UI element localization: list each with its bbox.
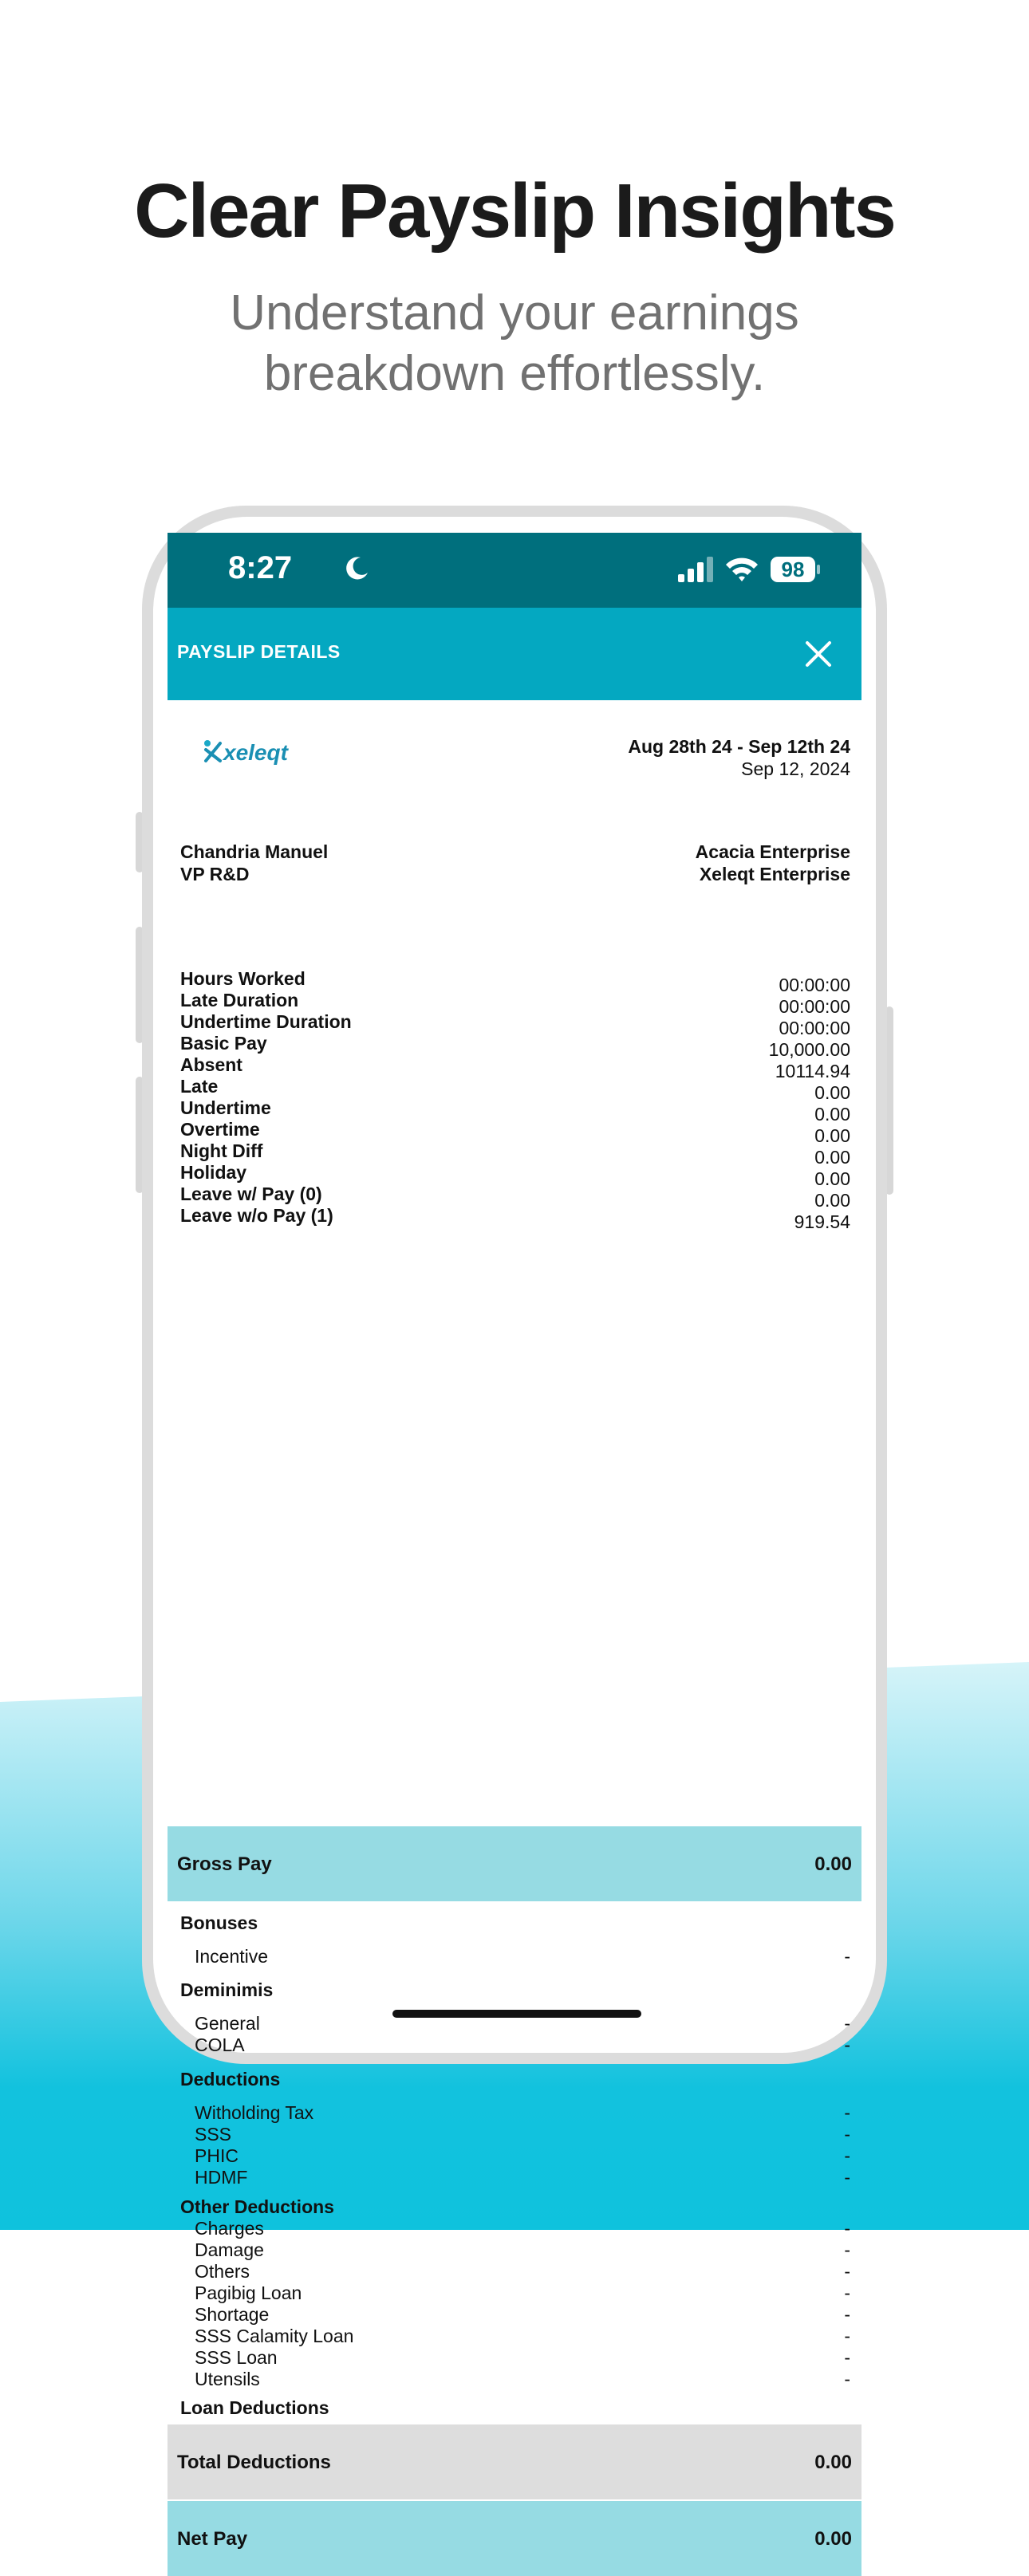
list-item: SSS Loan xyxy=(195,2347,278,2368)
total-deductions-value: 0.00 xyxy=(814,2452,852,2473)
list-item: Shortage xyxy=(195,2304,270,2325)
list-item: Utensils xyxy=(195,2369,260,2389)
hero-subtitle-line2: breakdown effortlessly. xyxy=(263,346,766,401)
total-deductions-label: Total Deductions xyxy=(177,2452,331,2473)
home-indicator[interactable] xyxy=(392,2010,641,2018)
list-item-value: - xyxy=(844,2326,850,2346)
earning-value: 0.00 xyxy=(814,1168,850,1189)
earning-label: Night Diff xyxy=(180,1140,263,1161)
employee-position: VP R&D xyxy=(180,864,250,884)
earning-label: Undertime Duration xyxy=(180,1011,352,1032)
list-item-value: - xyxy=(844,2145,850,2166)
list-item-value: - xyxy=(844,2239,850,2260)
earning-label: Overtime xyxy=(180,1119,260,1140)
earning-value: 10,000.00 xyxy=(768,1039,850,1060)
earnings-values xyxy=(769,975,850,1233)
list-item-value: - xyxy=(844,2124,850,2145)
hero-subtitle xyxy=(0,283,1029,404)
list-item: SSS Calamity Loan xyxy=(195,2326,354,2346)
list-item: COLA xyxy=(195,2034,245,2055)
phone-screen xyxy=(168,533,861,2550)
employee-name: Chandria Manuel xyxy=(180,841,329,862)
total-deductions-row xyxy=(168,2424,861,2499)
app-header xyxy=(168,608,861,700)
list-item: Damage xyxy=(195,2239,264,2260)
list-item: SSS xyxy=(195,2124,232,2145)
section-other-deductions: Other Deductions xyxy=(180,2196,334,2217)
section-loan-deductions: Loan Deductions xyxy=(180,2397,329,2418)
phone-frame xyxy=(142,506,887,2550)
earning-label: Basic Pay xyxy=(180,1033,267,1054)
list-item: HDMF xyxy=(195,2167,248,2188)
list-item-value: - xyxy=(844,2283,850,2303)
earning-value: 0.00 xyxy=(814,1147,850,1168)
list-item-value: - xyxy=(844,2102,850,2123)
employee-info xyxy=(180,841,328,885)
list-item-value: - xyxy=(844,2167,850,2188)
net-pay-value: 0.00 xyxy=(814,2528,852,2550)
earning-value: 919.54 xyxy=(794,1211,850,1232)
earning-value: 0.00 xyxy=(814,1082,850,1103)
employer-company-1: Acacia Enterprise xyxy=(695,841,850,862)
gross-pay-row xyxy=(168,1826,861,1901)
earning-label: Leave w/o Pay (1) xyxy=(180,1205,333,1226)
earning-value: 00:00:00 xyxy=(779,975,850,995)
employer-company-2: Xeleqt Enterprise xyxy=(699,864,850,884)
earning-label: Hours Worked xyxy=(180,968,306,989)
earning-value: 0.00 xyxy=(814,1125,850,1146)
earning-value: 0.00 xyxy=(814,1104,850,1125)
xeleqt-logo-icon xyxy=(203,739,223,762)
earning-label: Late Duration xyxy=(180,990,299,1010)
list-item-value: - xyxy=(844,2013,850,2034)
earning-label: Absent xyxy=(180,1054,242,1075)
list-item: Incentive xyxy=(195,1946,269,1967)
list-item: PHIC xyxy=(195,2145,239,2166)
list-item: Others xyxy=(195,2261,250,2282)
list-item-value: - xyxy=(844,1946,850,1967)
signal-icon xyxy=(678,557,715,582)
list-item-value: - xyxy=(844,2034,850,2055)
hero-title: Clear Payslip Insights xyxy=(134,168,895,254)
close-icon[interactable] xyxy=(802,638,834,670)
earning-label: Holiday xyxy=(180,1162,247,1183)
hero-subtitle-line1: Understand your earnings xyxy=(230,286,799,341)
pay-period-range: Aug 28th 24 - Sep 12th 24 xyxy=(628,736,850,757)
list-item-value: - xyxy=(844,2218,850,2239)
list-item-value: - xyxy=(844,2304,850,2325)
net-pay-label: Net Pay xyxy=(177,2528,248,2550)
status-bar xyxy=(168,533,861,608)
section-deminimis: Deminimis xyxy=(180,1979,274,2000)
list-item: Charges xyxy=(195,2218,264,2239)
page-title: PAYSLIP DETAILS xyxy=(177,641,341,662)
status-time: 8:27 xyxy=(228,550,293,585)
list-item: Pagibig Loan xyxy=(195,2283,302,2303)
earnings-labels xyxy=(180,968,352,1227)
battery-icon: 98 xyxy=(771,557,815,582)
earning-value: 00:00:00 xyxy=(779,1018,850,1038)
earning-value: 00:00:00 xyxy=(779,996,850,1017)
list-item-value: - xyxy=(844,2261,850,2282)
gross-pay-value: 0.00 xyxy=(814,1853,852,1875)
list-item: General xyxy=(195,2013,260,2034)
list-item: Witholding Tax xyxy=(195,2102,314,2123)
pay-date: Sep 12, 2024 xyxy=(741,758,850,779)
section-bonuses: Bonuses xyxy=(180,1912,258,1933)
section-deductions: Deductions xyxy=(180,2069,281,2090)
earning-label: Undertime xyxy=(180,1097,271,1118)
net-pay-row xyxy=(168,2501,861,2576)
battery-tip xyxy=(817,565,820,574)
earning-value: 0.00 xyxy=(814,1190,850,1211)
earning-value: 10114.94 xyxy=(775,1061,850,1081)
list-item-value: - xyxy=(844,2347,850,2368)
gross-pay-label: Gross Pay xyxy=(177,1853,272,1875)
earning-label: Leave w/ Pay (0) xyxy=(180,1184,322,1204)
earning-label: Late xyxy=(180,1076,219,1097)
list-item-value: - xyxy=(844,2369,850,2389)
moon-icon xyxy=(345,555,370,581)
employer-info xyxy=(696,841,850,885)
wifi-icon xyxy=(724,555,759,582)
pay-period xyxy=(628,735,850,780)
deductions-list[interactable] xyxy=(168,1901,861,2418)
company-logo-text: xeleqt xyxy=(223,740,288,765)
